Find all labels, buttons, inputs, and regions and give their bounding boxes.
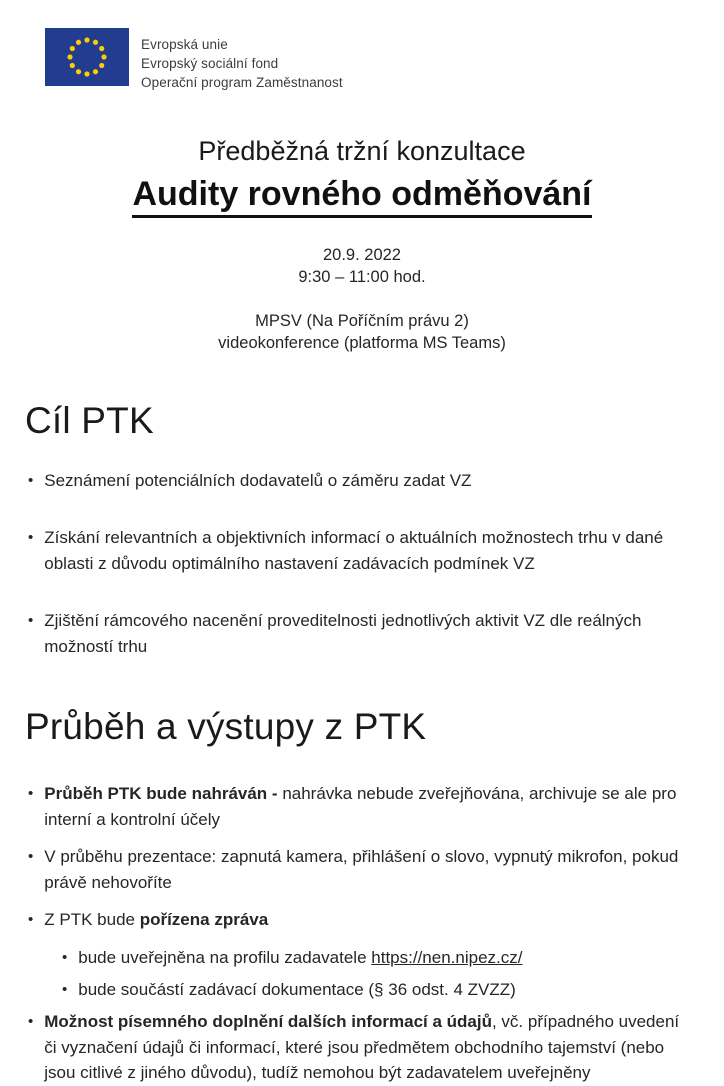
text-segment: bude uveřejněna na profilu zadavatele (78, 948, 372, 968)
bullet-icon: • (62, 981, 68, 999)
text-segment: , vč. případného uvedení či vyznačení údajů či informací, které jsou předmětem obchodního tajemství (nebo jsou citlivé z jiného důvodu), tudíž nemohou být zadavatelem uveřejněny (44, 1012, 680, 1083)
section-heading-cil-ptk: Cíl PTK (25, 400, 154, 442)
event-time: 9:30 – 11:00 hod. (298, 268, 426, 287)
bullet-icon: • (28, 612, 34, 630)
list-item-text: Získání relevantních a objektivních informací o aktuálních možnostech trhu v dané oblasti z důvodu optimálního nastavení zadávacích podmínek VZ (44, 528, 664, 574)
list-item-text: Seznámení potenciálních dodavatelů o záměru zadat VZ (44, 471, 472, 491)
text-segment: V průběhu prezentace: zapnutá kamera, přihlášení o slovo, vypnutý mikrofon, pokud právě nehovoříte (44, 847, 679, 892)
event-meta (0, 244, 724, 354)
section-heading-prubeh: Průběh a výstupy z PTK (25, 706, 427, 748)
bullet-icon: • (62, 949, 68, 967)
list-item-text (44, 781, 694, 832)
cil-ptk-list (28, 468, 694, 660)
event-place: MPSV (Na Poříčním právu 2) (255, 312, 469, 331)
text-segment: nahrávka nebude zveřejňována, archivuje se ale pro interní a kontrolní účely (44, 784, 677, 829)
list-item (28, 468, 694, 494)
list-item-text (44, 1009, 694, 1086)
list-item-text: Zjištění rámcového nacenění proveditelnosti jednotlivých aktivit VZ dle reálných možností trhu (44, 611, 642, 657)
sub-list-item-text (78, 945, 522, 971)
page-subtitle: Předběžná tržní konzultace (198, 136, 526, 166)
title-block (0, 136, 724, 218)
text-segment: bude součástí zadávací dokumentace (§ 36 odst. 4 ZVZZ) (78, 980, 516, 1000)
list-item (28, 907, 694, 933)
sub-list (62, 945, 694, 1003)
list-item-with-children (28, 907, 694, 1003)
bullet-icon: • (28, 529, 34, 547)
event-date: 20.9. 2022 (323, 246, 401, 265)
list-item (28, 525, 694, 577)
list-item (28, 1009, 694, 1086)
eu-logo-line-3: Operační program Zaměstnanost (141, 75, 343, 90)
sub-list-item (62, 945, 694, 971)
list-item (28, 781, 694, 832)
text-segment: Z PTK bude (44, 910, 140, 930)
bullet-icon: • (28, 1013, 34, 1031)
prubeh-list (28, 781, 694, 1086)
eu-flag-icon (45, 28, 129, 86)
nen-nipez-link[interactable]: https://nen.nipez.cz/ (371, 948, 523, 968)
text-segment: Možnost písemného doplnění dalších informací a údajů (44, 1012, 492, 1032)
list-item (28, 608, 694, 660)
meta-spacer (0, 288, 724, 310)
sub-list-item-text (78, 977, 516, 1003)
bullet-icon: • (28, 911, 34, 929)
bullet-icon: • (28, 848, 34, 866)
text-segment: pořízena zpráva (139, 910, 269, 930)
list-item (28, 844, 694, 895)
event-platform: videokonference (platforma MS Teams) (218, 334, 506, 353)
eu-logo-block (0, 0, 724, 92)
eu-logo-line-2: Evropský sociální fond (141, 56, 279, 71)
text-segment: Průběh PTK bude nahráván - (44, 784, 283, 804)
sub-list-item (62, 977, 694, 1003)
page-title: Audity rovného odměňování (132, 175, 591, 218)
list-item-text (44, 907, 268, 933)
bullet-icon: • (28, 785, 34, 803)
eu-logo-caption (141, 28, 343, 92)
list-item-text (44, 844, 694, 895)
bullet-icon: • (28, 472, 34, 490)
eu-logo-line-1: Evropská unie (141, 37, 228, 52)
